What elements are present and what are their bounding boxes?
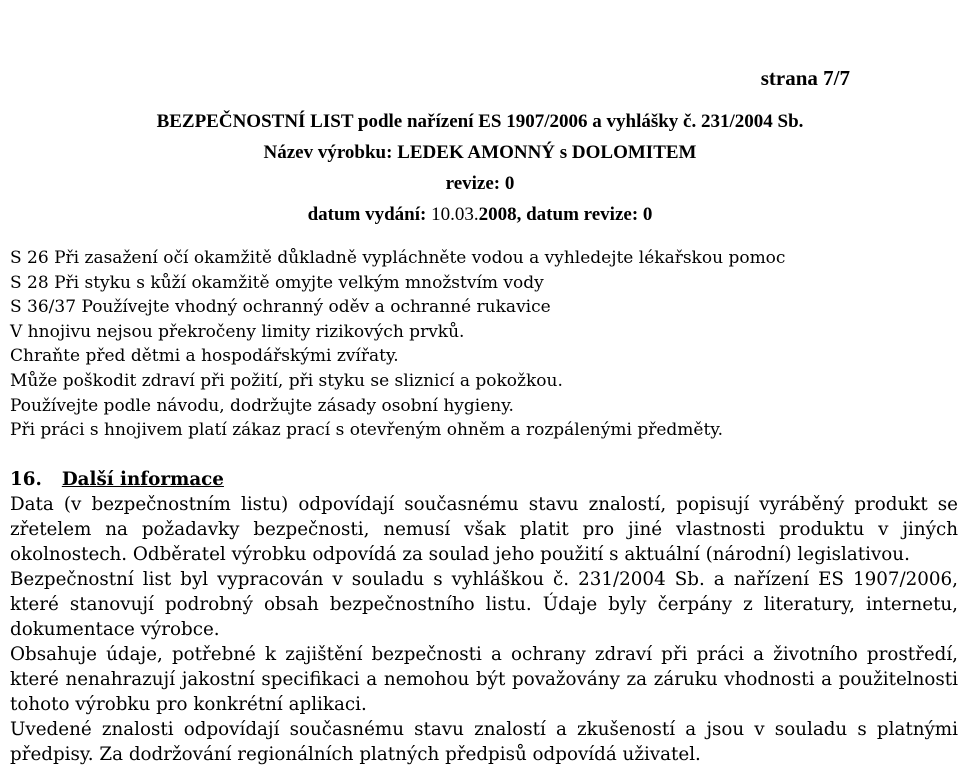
safety-phrases [10,246,785,443]
header-issue-date-value: 10.03. [431,204,479,225]
safety-phrase: S 26 Při zasažení očí okamžitě důkladně vypláchněte vodou a vyhledejte lékařskou pomoc [10,248,786,268]
header-issue-date-label: datum vydání: [307,204,427,225]
safety-phrase: S 36/37 Používejte vhodný ochranný oděv a ochranné rukavice [10,297,551,318]
document-header [0,106,960,230]
header-revision: revize: 0 [445,173,515,194]
safety-phrase: Při práci s hnojivem platí zákaz prací s otevřeným ohněm a rozpálenými předměty. [10,420,724,441]
safety-phrase: Chraňte před dětmi a hospodářskými zvířaty. [10,346,399,367]
section-heading [10,467,958,492]
section-paragraph: Bezpečnostní list byl vypracován v souladu s vyhláškou č. 231/2004 Sb. a nařízení ES 1907/2006, které stanovují podrobný obsah bezpečnostního listu. Údaje byly čerpány z literatury, internetu, dokumentace výrobce. [10,569,958,640]
header-title: BEZPEČNOSTNÍ LIST podle nařízení ES 1907/2006 a vyhlášky č. 231/2004 Sb. [156,111,804,132]
header-dates [0,199,960,230]
safety-phrase: Používejte podle návodu, dodržujte zásady osobní hygieny. [10,395,514,416]
section-number: 16. [10,469,42,490]
section-title: Další informace [61,469,224,490]
header-revision-date: 2008, datum revize: 0 [478,204,653,225]
section-paragraph: Data (v bezpečnostním listu) odpovídají současnému stavu znalostí, popisují vyráběný produkt se zřetelem na požadavky bezpečnosti, nemusí však platit pro jiné vlastnosti produktu v jiných okolnostech. Odběratel výrobku odpovídá za soulad jeho použití s aktuální (národní) legislativou. [10,494,958,565]
safety-phrase: V hnojivu nejsou překročeny limity rizikových prvků. [10,321,465,342]
page-number: strana 7/7 [760,66,850,90]
section-16 [10,467,958,767]
section-paragraph: Uvedené znalosti odpovídají současnému stavu znalostí a zkušeností a jsou v souladu s platnými předpisy. Za dodržování regionálních platných předpisů odpovídá uživatel. [10,719,958,765]
section-paragraph: Obsahuje údaje, potřebné k zajištění bezpečnosti a ochrany zdraví při práci a životního prostředí, které nenahrazují jakostní specifikaci a nemohou být považovány za záruku vhodnosti a použitelnosti tohoto výrobku pro konkrétní aplikaci. [10,644,958,715]
safety-phrase: S 28 Při styku s kůží okamžitě omyjte velkým množstvím vody [10,272,544,293]
header-product-name: Název výrobku: LEDEK AMONNÝ s DOLOMITEM [263,142,697,163]
safety-phrase: Může poškodit zdraví při požití, při styku se sliznicí a pokožkou. [10,370,563,391]
